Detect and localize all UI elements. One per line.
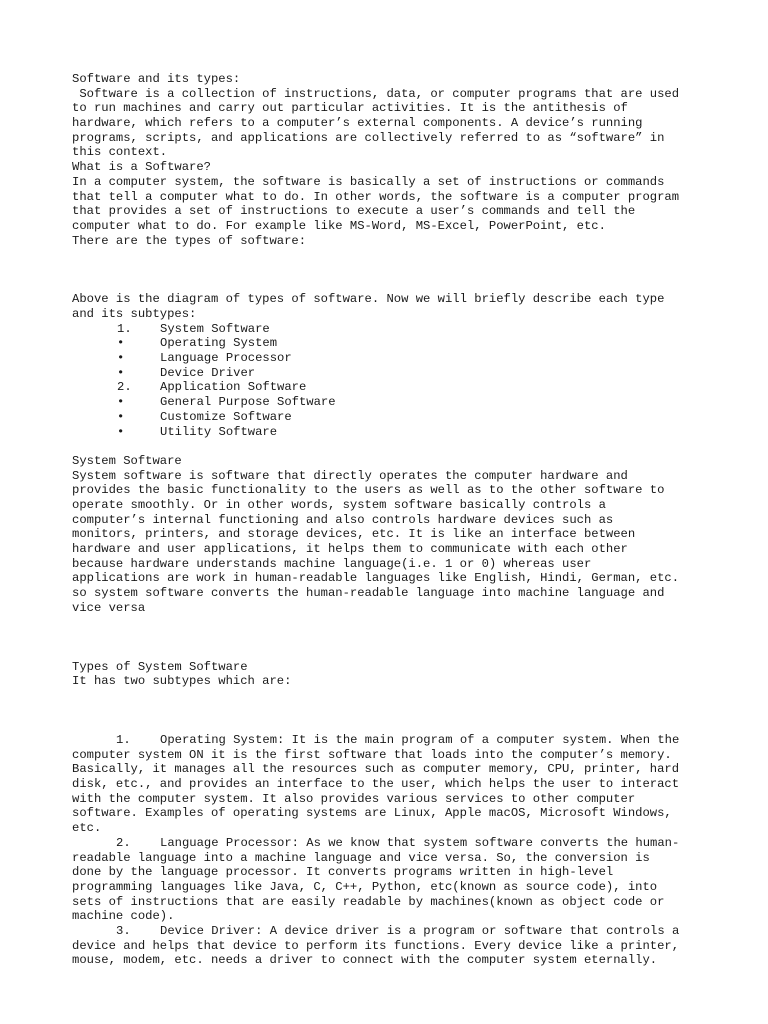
text-line: Basically, it manages all the resources such as computer memory, CPU, printer, hard — [72, 762, 680, 777]
heading-line: What is a Software? — [72, 160, 211, 175]
bullet-icon: • — [117, 409, 125, 424]
document-body — [72, 72, 712, 968]
numbered-item-first-line — [72, 836, 712, 851]
list-marker: 3. — [116, 923, 131, 938]
list-item-text: General Purpose Software — [160, 395, 336, 410]
bullet-icon: • — [117, 395, 125, 410]
bullet-icon: • — [117, 351, 125, 366]
bullet-icon: • — [117, 424, 125, 439]
bullet-icon: • — [117, 365, 125, 380]
text-line: etc. — [72, 821, 102, 836]
list-item-text: Operating System — [160, 336, 278, 351]
list-item-text: Customize Software — [160, 409, 292, 424]
title-line: Software and its types: — [72, 72, 241, 86]
text-line: System software is software that directly operates the computer hardware and — [72, 468, 628, 483]
list-item — [72, 410, 712, 425]
text-line: machine code). — [72, 909, 175, 924]
list-item — [72, 380, 712, 395]
text-line: that provides a set of instructions to execute a user’s commands and tell the — [72, 204, 636, 219]
text-line: monitors, printers, and storage devices, etc. It is like an interface between — [72, 527, 636, 542]
text-line: It has two subtypes which are: — [72, 674, 292, 689]
text-line: so system software converts the human-readable language into machine language and — [72, 586, 665, 601]
list-item-text: Utility Software — [160, 424, 278, 439]
text-line: that tell a computer what to do. In other words, the software is a computer program — [72, 189, 680, 204]
list-item — [72, 425, 712, 440]
text-line: done by the language processor. It converts programs written in high-level — [72, 865, 614, 880]
list-item-text: Application Software — [160, 380, 307, 395]
text-line: provides the basic functionality to the users as well as to the other software to — [72, 483, 665, 498]
text-line: and its subtypes: — [72, 307, 197, 322]
text-line: disk, etc., and provides an interface to the user, which helps the user to interact — [72, 777, 680, 792]
heading-line: Types of System Software — [72, 659, 248, 674]
text-line: to run machines and carry out particular activities. It is the antithesis of — [72, 101, 628, 116]
text-line: computer’s internal functioning and also controls hardware devices such as — [72, 512, 614, 527]
text-line: There are the types of software: — [72, 233, 307, 248]
diagram-placeholder — [72, 248, 712, 292]
spacer — [72, 689, 712, 733]
numbered-item-first-line — [72, 924, 712, 939]
text-line: applications are work in human-readable languages like English, Hindi, German, etc. — [72, 571, 680, 586]
spacer — [72, 615, 712, 659]
text-line: software. Examples of operating systems are Linux, Apple macOS, Microsoft Windows, — [72, 806, 672, 821]
text-line: computer system ON it is the first software that loads into the computer’s memory. — [72, 747, 672, 762]
list-item-text: System Software — [160, 321, 270, 336]
heading-line: System Software — [72, 453, 182, 468]
item-text: Device Driver: A device driver is a program or software that controls a — [160, 923, 680, 938]
list-item-text: Device Driver — [160, 365, 256, 380]
item-text: Language Processor: As we know that system software converts the human- — [160, 835, 680, 850]
text-line: mouse, modem, etc. needs a driver to connect with the computer system eternally. — [72, 953, 658, 968]
list-marker: 1. — [116, 733, 131, 748]
text-line: this context. — [72, 145, 168, 160]
text-line: programming languages like Java, C, C++, Python, etc(known as source code), into — [72, 879, 658, 894]
list-item — [72, 351, 712, 366]
list-marker: 2. — [117, 380, 132, 395]
text-line: device and helps that device to perform its functions. Every device like a printer, — [72, 938, 680, 953]
text-line: readable language into a machine language and vice versa. So, the conversion is — [72, 850, 650, 865]
spacer — [72, 439, 712, 454]
text-line: operate smoothly. Or in other words, system software basically controls a — [72, 497, 606, 512]
text-line: Above is the diagram of types of software. Now we will briefly describe each type — [72, 292, 665, 307]
list-item — [72, 366, 712, 381]
numbered-item-first-line — [72, 733, 712, 748]
text-line: hardware, which refers to a computer’s external components. A device’s running — [72, 116, 643, 131]
list-item — [72, 395, 712, 410]
text-line: In a computer system, the software is basically a set of instructions or commands — [72, 174, 665, 189]
list-marker: 1. — [117, 321, 132, 336]
bullet-icon: • — [117, 336, 125, 351]
text-line: hardware and user applications, it helps them to communicate with each other — [72, 542, 628, 557]
text-line: because hardware understands machine language(i.e. 1 or 0) whereas user — [72, 556, 592, 571]
item-text: Operating System: It is the main program of a computer system. When the — [160, 733, 680, 748]
text-line: Software is a collection of instructions, data, or computer programs that are used — [72, 86, 680, 101]
text-line: sets of instructions that are easily readable by machines(known as object code or — [72, 894, 665, 909]
list-item — [72, 336, 712, 351]
text-line: with the computer system. It also provides various services to other computer — [72, 791, 636, 806]
text-line: programs, scripts, and applications are collectively referred to as “software” in — [72, 130, 665, 145]
text-line: computer what to do. For example like MS-Word, MS-Excel, PowerPoint, etc. — [72, 218, 606, 233]
list-marker: 2. — [116, 835, 131, 850]
list-item — [72, 322, 712, 337]
text-line: vice versa — [72, 600, 146, 615]
list-item-text: Language Processor — [160, 351, 292, 366]
